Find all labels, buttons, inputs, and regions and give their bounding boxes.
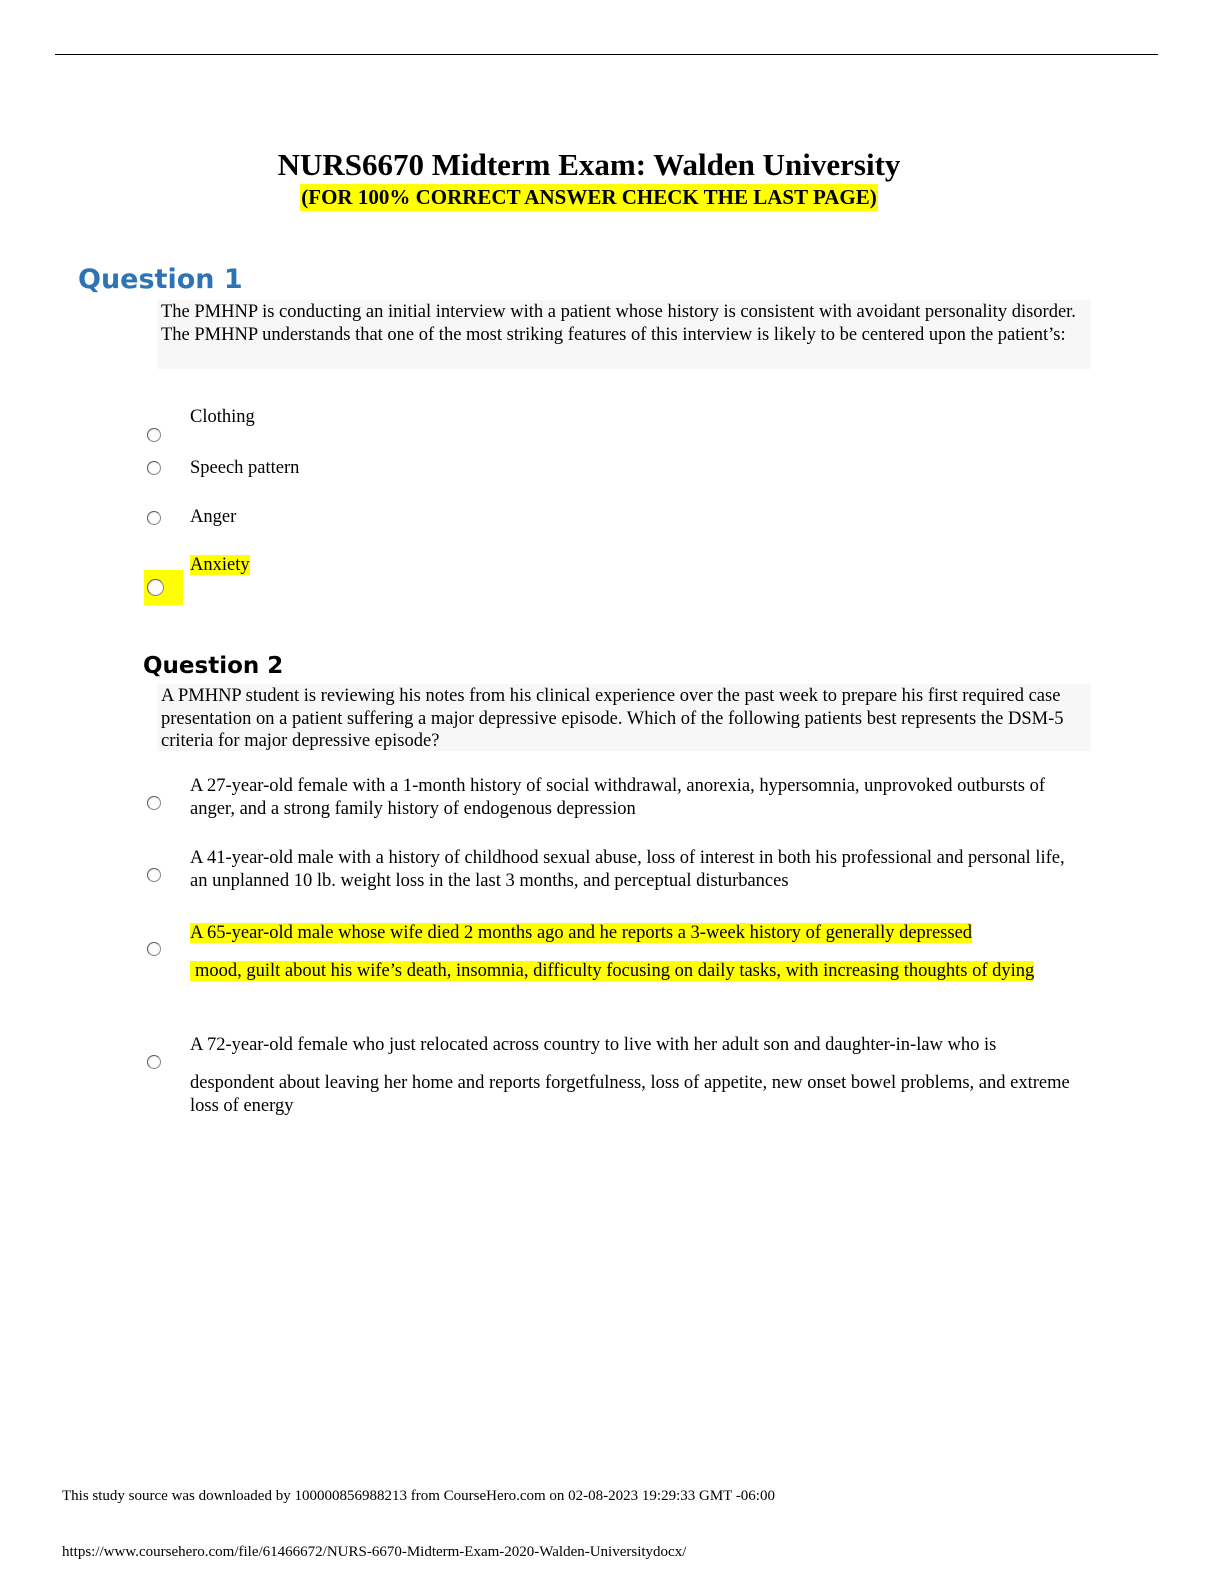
question-2-text: A PMHNP student is reviewing his notes from his clinical experience over the past week to prepare his first required case presentation on a patient suffering a major depressive episode. Which of the following patients best represents the DSM-5 criteria for major depressive episode? bbox=[157, 684, 1091, 751]
document-title: NURS6670 Midterm Exam: Walden University bbox=[277, 147, 901, 182]
q1-option-3-radio[interactable] bbox=[147, 511, 161, 525]
q1-option-4-label bbox=[190, 554, 1070, 577]
q2-option-4-line-2: despondent about leaving her home and reports forgetfulness, loss of appetite, new onset bowel problems, and extreme loss of energy bbox=[190, 1073, 1070, 1116]
document-subtitle: (FOR 100% CORRECT ANSWER CHECK THE LAST PAGE) bbox=[301, 185, 877, 209]
q1-option-4-radio[interactable] bbox=[147, 579, 164, 596]
q1-option-1-label: Clothing bbox=[190, 407, 255, 427]
q1-option-2-label: Speech pattern bbox=[190, 458, 300, 478]
q2-option-2-radio[interactable] bbox=[147, 868, 161, 882]
q1-option-1-radio[interactable] bbox=[147, 428, 161, 442]
top-divider bbox=[55, 54, 1158, 55]
question-2-heading: Question 2 bbox=[143, 653, 284, 679]
question-1-text: The PMHNP is conducting an initial interview with a patient whose history is consistent with avoidant personality disorder. The PMHNP understands that one of the most striking features of this interview is likely to be centered upon the patient’s: bbox=[157, 300, 1091, 369]
q2-option-4-line-1: A 72-year-old female who just relocated across country to live with her adult son and daughter-in-law who is bbox=[190, 1035, 997, 1055]
q2-option-3-radio[interactable] bbox=[147, 942, 161, 956]
q1-option-3-label: Anger bbox=[190, 507, 237, 527]
q2-option-1-label: A 27-year-old female with a 1-month history of social withdrawal, anorexia, hypersomnia, unprovoked outbursts of anger, and a strong family history of endogenous depression bbox=[190, 776, 1046, 819]
q2-option-3-text-1: A 65-year-old male whose wife died 2 months ago and he reports a 3-week history of generally depressed bbox=[190, 923, 973, 943]
q2-option-2-label: A 41-year-old male with a history of childhood sexual abuse, loss of interest in both his professional and personal life, an unplanned 10 lb. weight loss in the last 3 months, and perceptual disturbances bbox=[190, 848, 1065, 891]
question-1-heading: Question 1 bbox=[78, 264, 243, 295]
q2-option-1-radio[interactable] bbox=[147, 796, 161, 810]
q1-option-2-radio[interactable] bbox=[147, 461, 161, 475]
q2-option-3-text-2: mood, guilt about his wife’s death, insomnia, difficulty focusing on daily tasks, with increasing thoughts of dying bbox=[190, 961, 1034, 981]
subtitle-container bbox=[0, 184, 1178, 211]
footer-source-line: This study source was downloaded by 100000856988213 from CourseHero.com on 02-08-2023 19:29:33 GMT -06:00 bbox=[62, 1488, 775, 1504]
q2-option-4-radio[interactable] bbox=[147, 1055, 161, 1069]
footer-url-line: https://www.coursehero.com/file/61466672/NURS-6670-Midterm-Exam-2020-Walden-Universitydocx/ bbox=[62, 1544, 687, 1560]
q2-option-3-line-1 bbox=[190, 922, 1070, 945]
q1-option-4-text: Anxiety bbox=[190, 555, 250, 575]
q2-option-3-line-2 bbox=[190, 960, 1050, 983]
